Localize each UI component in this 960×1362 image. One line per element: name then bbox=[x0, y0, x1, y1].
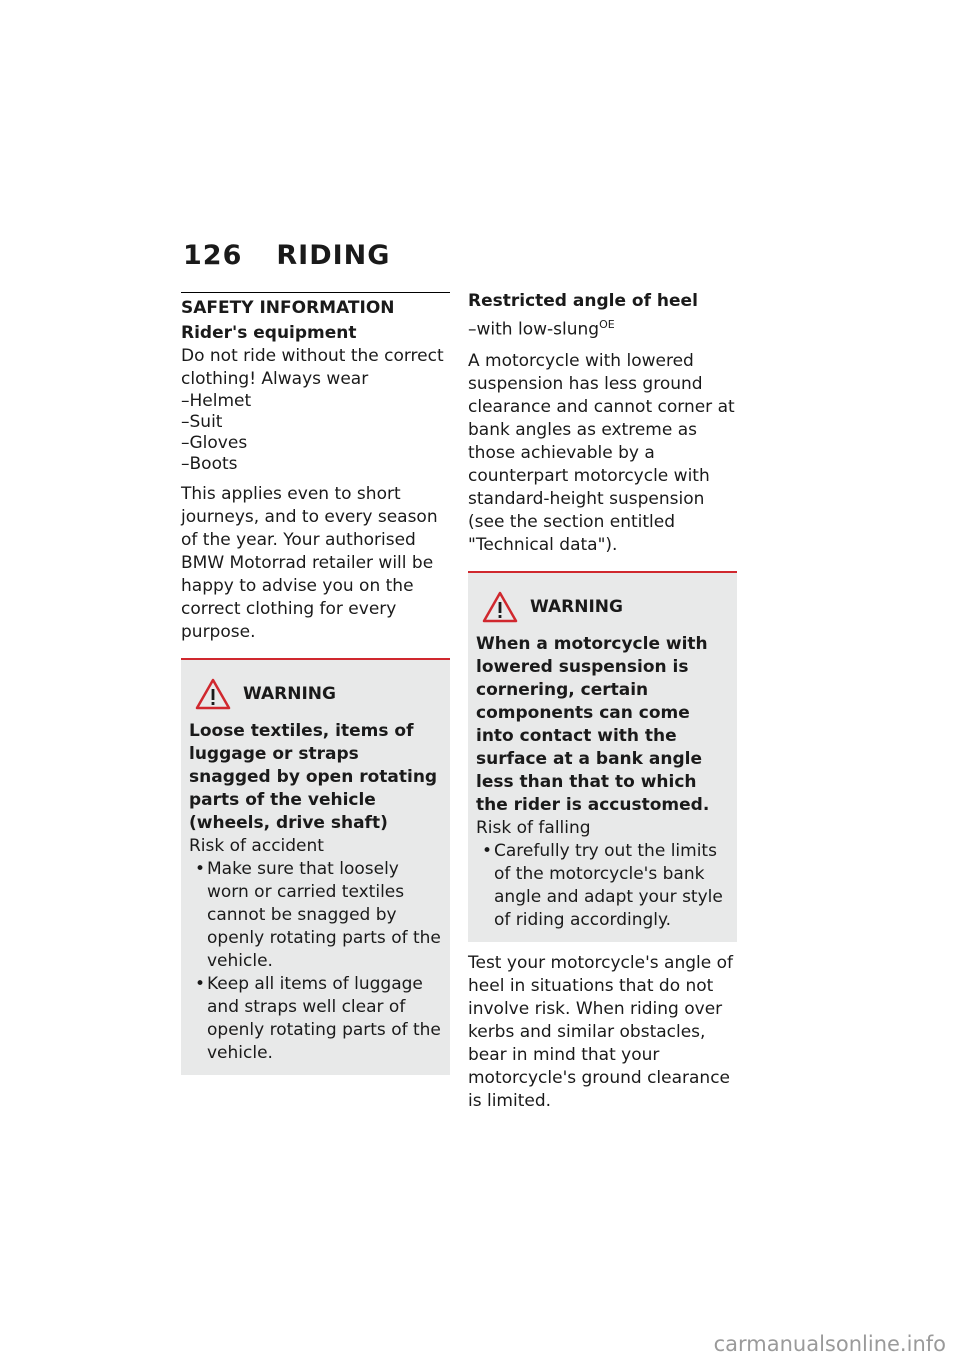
warning-box bbox=[468, 571, 737, 942]
warning-risk: Risk of accident bbox=[189, 836, 324, 856]
chapter-title: RIDING bbox=[276, 240, 391, 271]
intro-text: Do not ride without the correct clothing! Always wear bbox=[181, 346, 444, 389]
list-item: • Keep all items of luggage and straps well clear of openly rotating parts of the vehicle. bbox=[189, 973, 442, 1065]
list-item: – Gloves bbox=[181, 433, 450, 454]
oe-mark: OE bbox=[599, 318, 615, 331]
body-paragraph: A motorcycle with lowered suspension has less ground clearance and cannot corner at bank angles as extreme as those achievable by a counterpart motorcycle with standard-height suspension (see the section entitled "Technical data"). bbox=[468, 350, 735, 555]
subheading-angle-of-heel: Restricted angle of heel bbox=[468, 291, 698, 311]
warning-header bbox=[482, 591, 729, 623]
page-number: 126 bbox=[183, 240, 243, 271]
equipment-list bbox=[181, 391, 450, 475]
warning-triangle-icon bbox=[482, 591, 518, 623]
warning-bullets bbox=[476, 840, 729, 932]
body-paragraph: Test your motorcycle's angle of heel in situations that do not involve risk. When riding over kerbs and similar obstacles, bear in mind that your motorcycle's ground clearance is limited. bbox=[468, 952, 733, 1111]
warning-triangle-icon bbox=[195, 678, 231, 710]
low-slung-line: –with low-slung$^{OE}$ bbox=[468, 318, 615, 340]
warning-box bbox=[181, 658, 450, 1075]
warning-header bbox=[195, 678, 442, 710]
warning-statement: When a motorcycle with lowered suspension is cornering, certain components can come into contact with the surface at a bank angle less than that to which the rider is accustomed. bbox=[476, 633, 710, 815]
warning-risk: Risk of falling bbox=[476, 817, 591, 838]
section-title: SAFETY INFORMATION bbox=[181, 292, 450, 318]
warning-bullets bbox=[189, 858, 442, 1065]
list-item: • Carefully try out the limits of the motorcycle's bank angle and adapt your style of riding accordingly. bbox=[476, 840, 729, 932]
warning-statement: Loose textiles, items of luggage or straps snagged by open rotating parts of the vehicle (wheels, drive shaft) bbox=[189, 721, 438, 833]
body-paragraph: This applies even to short journeys, and to every season of the year. Your authorised BMW Motorrad retailer will be happy to advise you on the correct clothing for every purpose. bbox=[181, 484, 438, 642]
watermark: carmanualsonline.info bbox=[713, 1332, 946, 1356]
list-item: • Make sure that loosely worn or carried textiles cannot be snagged by openly rotating parts of the vehicle. bbox=[189, 858, 442, 973]
subheading-riders-equipment: Rider's equipment bbox=[181, 323, 357, 343]
left-column bbox=[181, 292, 450, 1085]
list-item: – Boots bbox=[181, 454, 450, 475]
list-item: – Suit bbox=[181, 412, 450, 433]
warning-title: WARNING bbox=[530, 596, 623, 617]
right-column bbox=[468, 290, 737, 1121]
warning-title: WARNING bbox=[243, 684, 336, 704]
page-header bbox=[183, 240, 390, 271]
list-item: – Helmet bbox=[181, 391, 450, 412]
